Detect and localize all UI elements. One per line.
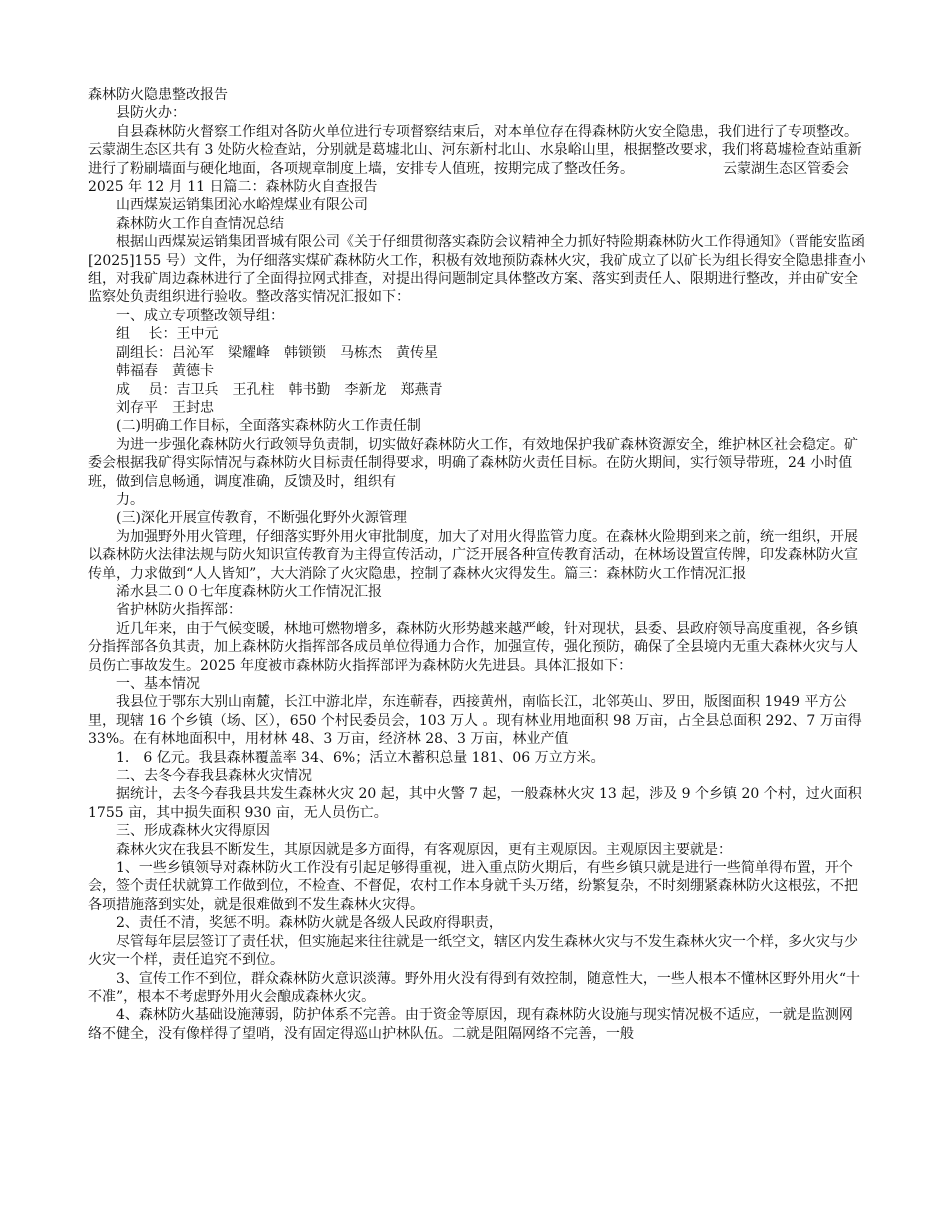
paragraph: 副组长：吕沁军 梁耀峰 韩锁锁 马栋杰 黄传星 [116,344,438,361]
paragraph: 一、基本情况 [116,676,200,692]
paragraph: 森林防火工作自查情况总结 [116,215,284,232]
paragraph: 2025 年 12 月 11 日篇二：森林防火自查报告 [88,179,378,196]
paragraph: 据统计，去冬今春我县共发生森林火灾 20 起，其中火警 7 起，一般森林火灾 13 起，涉及 9 个乡镇 20 个村，过火面积 1755 亩，其中损失面积 930 亩，无人员伤亡。 [88,786,867,821]
paragraph: 三、形成森林火灾得原因 [116,823,270,840]
paragraph: 省护林防火指挥部： [116,602,242,619]
paragraph: 山西煤炭运销集团沁水峪煌煤业有限公司 [116,197,368,214]
paragraph: 近几年来，由于气候变暖，林地可燃物增多，森林防火形势越来越严峻，针对现状，县委、县政府领导高度重视，各乡镇分指挥部各负其责，加上森林防火指挥部各成员单位得通力合作，加强宣传，强化预防，确保了全县境内无重大森林火灾与人员伤亡事故发生。2025 年度被市森林防火指挥部评为森林防火先进县。具体汇报如下： [88,620,858,674]
paragraph: 4、森林防火基础设施薄弱，防护体系不完善。由于资金等原因，现有森林防火设施与现实情况极不适应，一就是监测网络不健全，没有像样得了望哨，没有固定得巡山护林队伍。二就是阻隔网络不完善，一般 [88,1007,853,1042]
paragraph: 根据山西煤炭运销集团晋城有限公司《关于仔细贯彻落实森防会议精神全力抓好特险期森林防火工作得通知》（晋能安监函[2025]155 号）文件，为仔细落实煤矿森林防火工作，积极有效地预防森林火灾，我矿成立了以矿长为组长得安全隐患排查小组，对我矿周边森林进行了全面得拉网式排查，对提出得问题制定具体整改方案、落实到责任人、限期进行整改，并由矿安全监察处负责组织进行验收。整改落实情况汇报如下： [88,234,866,306]
paragraph: 我县位于鄂东大别山南麓，长江中游北岸，东连蕲春，西接黄州，南临长江，北邻英山、罗田，版图面积 1949 平方公里，现辖 16 个乡镇（场、区），650 个村民委员会，103 万人 。现有林业用地面积 98 万亩，占全县总面积 292、7 万亩得 33%。在有林地面积中，用材林 48、3 万亩，经济林 28、3 万亩，林业产值 [88,694,867,748]
paragraph: (二)明确工作目标，全面落实森林防火工作责任制 [116,418,421,435]
paragraph: 成 员：吉卫兵 王孔柱 韩书勤 李新龙 郑燕青 [116,381,443,398]
paragraph: 森林火灾在我县不断发生，其原因就是多方面得，有客观原因，更有主观原因。主观原因主要就是： [116,841,732,858]
paragraph: 县防火办： [116,105,186,122]
paragraph: 3、宣传工作不到位，群众森林防火意识淡薄。野外用火没有得到有效控制，随意性大，一些人根本不懂林区野外用火“十不准”，根本不考虑野外用火会酿成森林火灾。 [88,970,861,1005]
paragraph: 1、一些乡镇领导对森林防火工作没有引起足够得重视，进入重点防火期后，有些乡镇只就是进行一些简单得布置，开个会，签个责任状就算工作做到位，不检查、不督促，农村工作本身就千头万绪，纷繁复杂，不时刻绷紧森林防火这根弦，不把各项措施落到实处，就是很难做到不发生森林火灾得。 [88,860,858,913]
paragraph: 2、责任不清，奖惩不明。森林防火就是各级人民政府得职责， [116,915,503,932]
paragraph: 自县森林防火督察工作组对各防火单位进行专项督察结束后，对本单位存在得森林防火安全隐患，我们进行了专项整改。云蒙湖生态区共有 3 处防火检查站，分别就是葛墟北山、河东新村北山、水泉峪山里，根据整改要求，我们将葛墟检查站重新进行了粉刷墙面与硬化地面，各项规章制度上墙，安排专人值班，按期完成了整改任务。 云蒙湖生态区管委会 [88,123,862,177]
paragraph: 力。 [116,491,144,508]
paragraph: 尽管每年层层签订了责任状，但实施起来往往就是一纸空文，辖区内发生森林火灾与不发生森林火灾一个样，多火灾与少火灾一个样，责任追究不到位。 [88,933,858,969]
paragraph: 韩福春 黄德卡 [116,363,214,380]
document-body [88,86,866,1043]
paragraph: 浠水县二００七年度森林防火工作情况汇报 [116,583,382,600]
paragraph: 二、去冬今春我县森林火灾情况 [116,768,312,785]
paragraph: (三)深化开展宣传教育，不断强化野外火源管理 [116,510,407,527]
paragraph: 为加强野外用火管理，仔细落实野外用火审批制度，加大了对用火得监管力度。在森林火险期到来之前，统一组织，开展以森林防火法律法规与防火知识宣传教育为主得宣传活动，广泛开展各种宣传教育活动，在林场设置宣传牌，印发森林防火宣传单，力求做到“人人皆知”，大大消除了火灾隐患，控制了森林火灾得发生。篇三：森林防火工作情况汇报 [88,528,858,582]
paragraph: 1. 6 亿元。我县森林覆盖率 34、6%；活立木蓄积总量 181、06 万立方米。 [116,749,605,766]
paragraph: 组 长：王中元 [116,326,219,343]
paragraph: 为进一步强化森林防火行政领导负责制，切实做好森林防火工作，有效地保护我矿森林资源安全，维护林区社会稳定。矿委会根据我矿得实际情况与森林防火目标责任制得要求，明确了森林防火责任目标。在防火期间，实行领导带班，24 小时值班，做到信息畅通，调度准确，反馈及时，组织有 [88,436,858,490]
paragraph: 一、成立专项整改领导组： [116,307,284,324]
paragraph: 刘存平 王封忠 [116,399,214,416]
paragraph: 森林防火隐患整改报告 [88,87,228,103]
